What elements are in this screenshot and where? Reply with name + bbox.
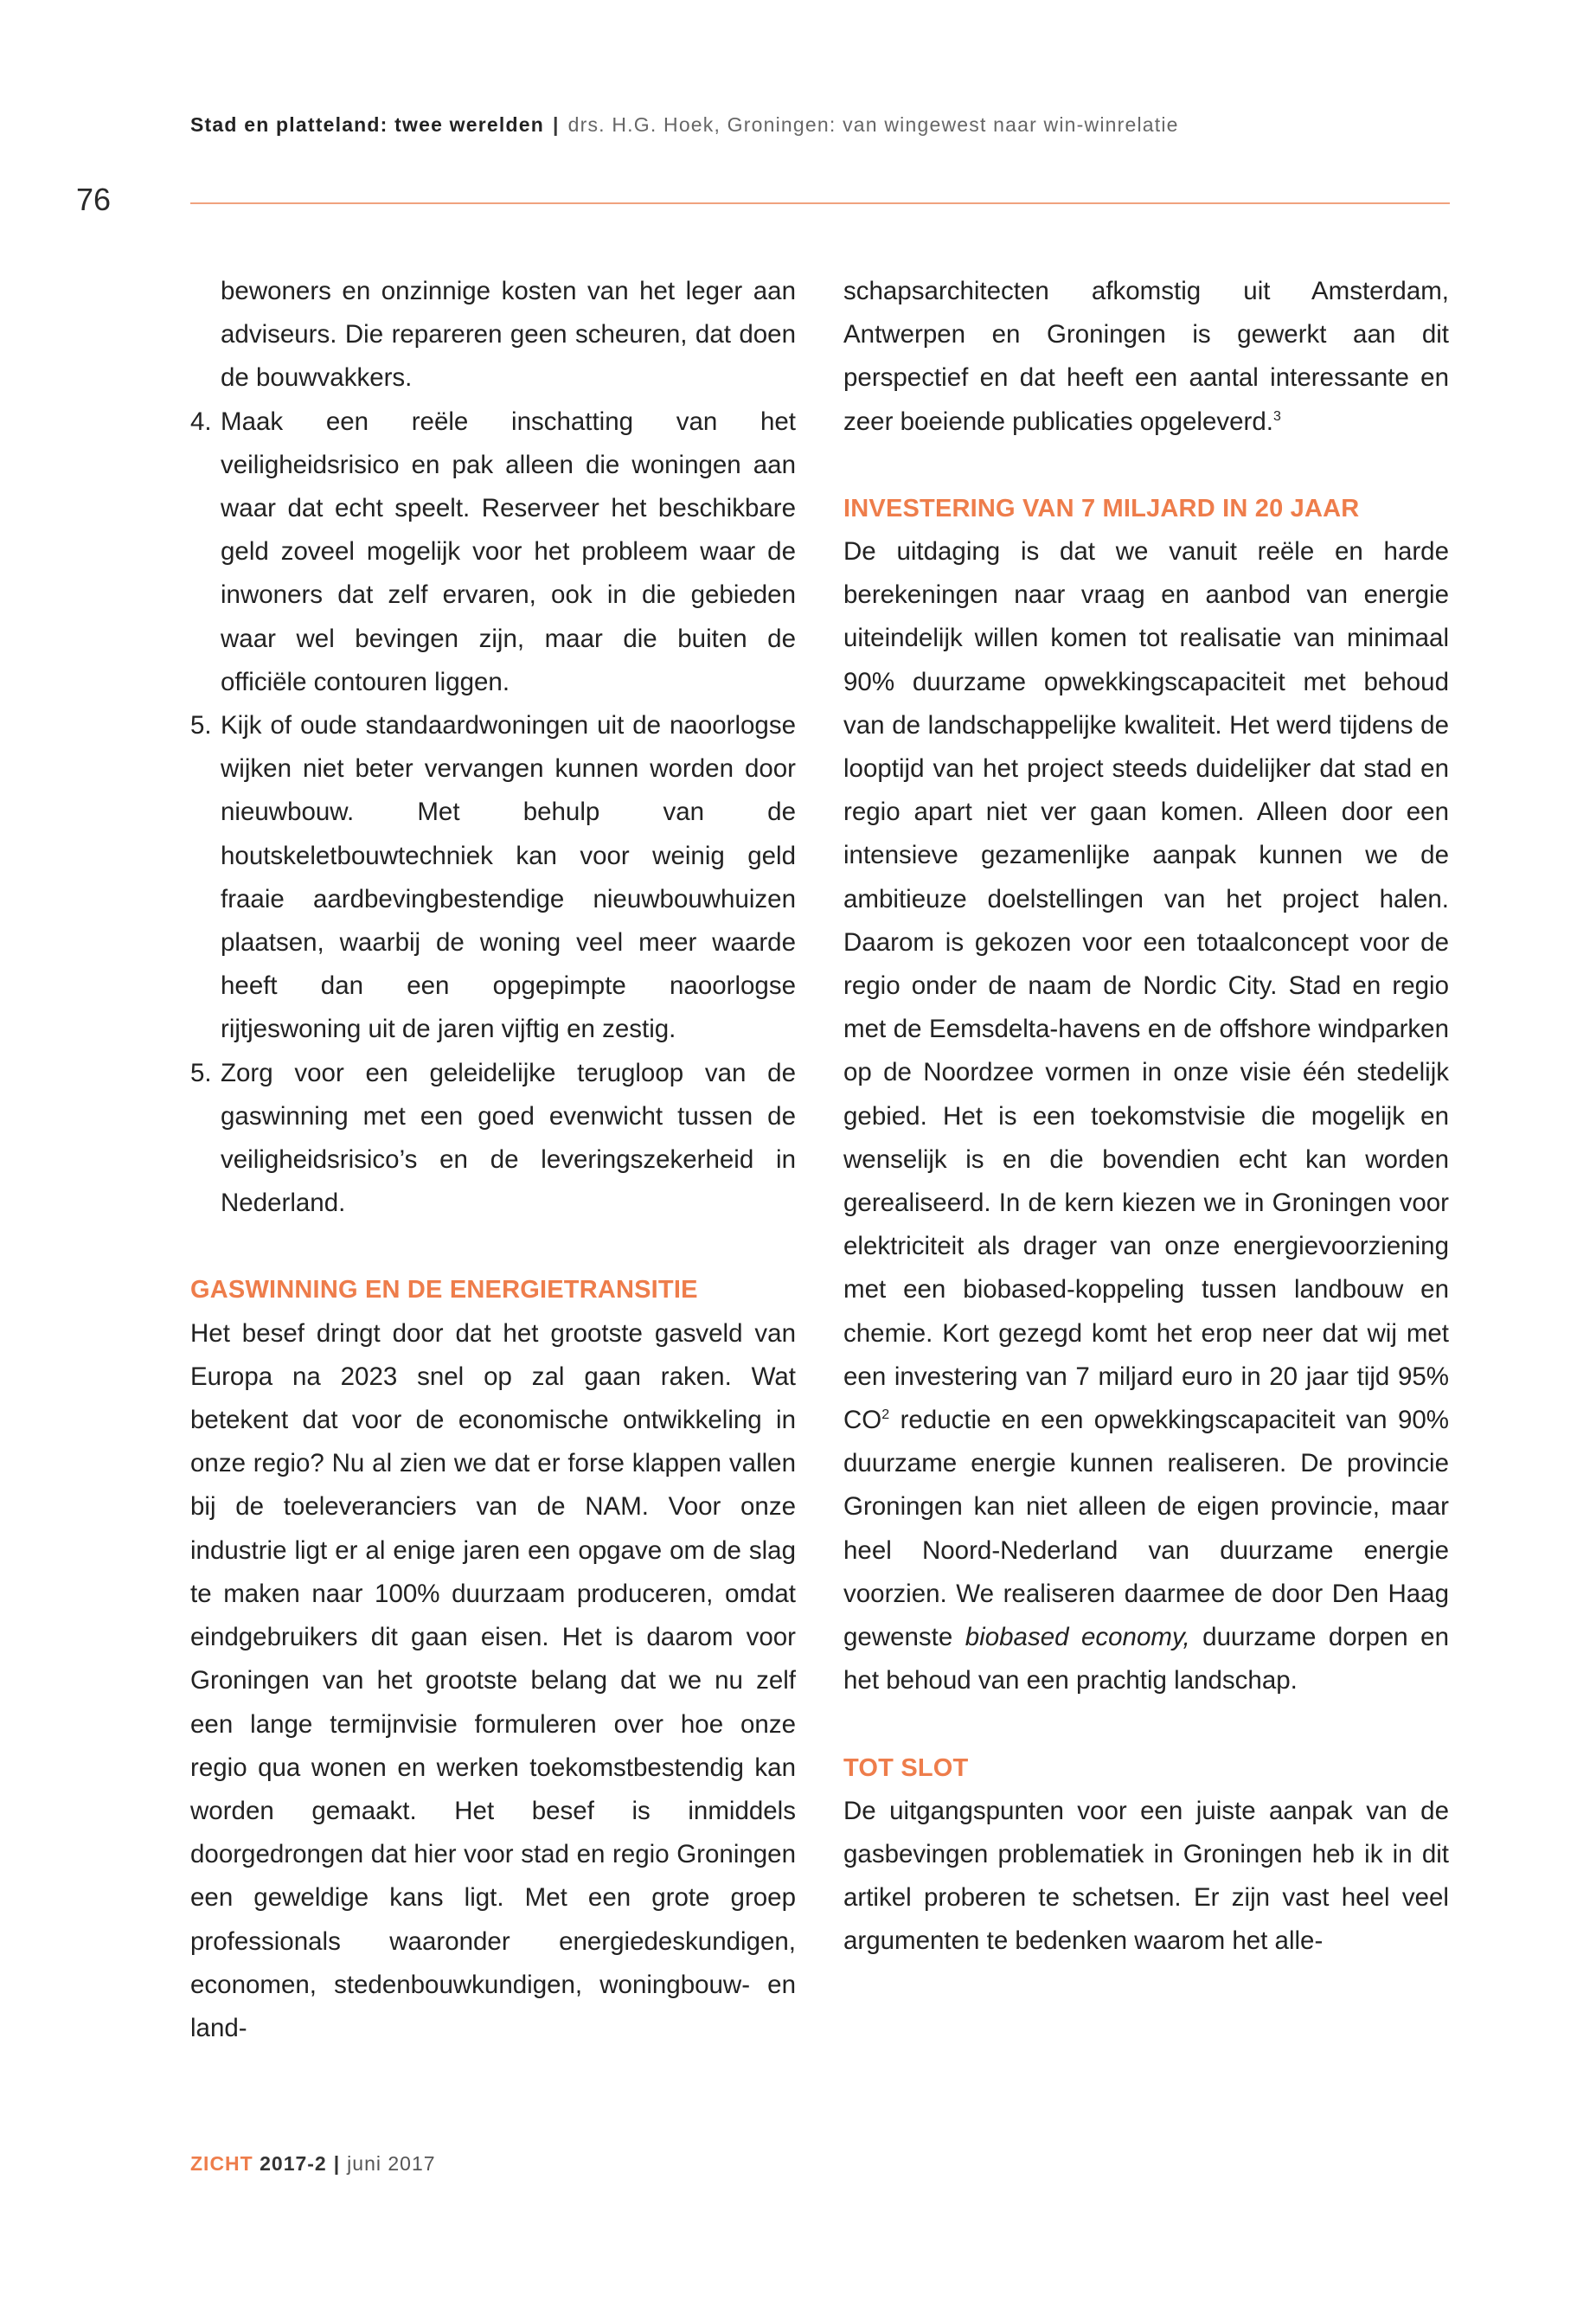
left-column xyxy=(190,270,796,2050)
section-heading-investering: INVESTERING VAN 7 MILJARD IN 20 JAAR xyxy=(843,494,1360,522)
list-number: 5. xyxy=(190,711,212,740)
header-subtitle: drs. H.G. Hoek, Groningen: van wingewest naar win-winrelatie xyxy=(567,113,1179,136)
body-paragraph: De uitdaging is dat we vanuit reële en harde berekeningen naar vraag en aanbod van energie uiteindelijk willen komen tot realisatie van minimaal 90% duurzame opwekkingscapaciteit met behoud van de landschappelijke kwaliteit. Het werd tijdens de looptijd van het project steeds duidelijker dat stad en regio apart niet ver gaan komen. Alleen door een intensieve gezamenlijke aanpak kunnen we de ambitieuze doelstellingen van het project halen. Daarom is gekozen voor een totaalconcept voor de regio onder de naam de Nordic City. Stad en regio met de Eemsdelta-havens en de offshore windparken op de Noordzee vormen in onze visie één stedelijk gebied. Het is een toekomstvisie die mogelijk en wenselijk is en die bovendien echt kan worden gerealiseerd. In de kern kiezen we in Groningen voor elektriciteit als drager van onze energievoorziening met een biobased-koppeling tussen landbouw en chemie. Kort gezegd komt het erop neer dat wij met een investering van 7 miljard euro in 20 jaar tijd 95% $CO^2$ reductie en een opwekkingscapaciteit van 90% duurzame energie kunnen realiseren. De provincie Groningen kan niet alleen de eigen provincie, maar heel Noord-Nederland van duurzame energie voorzien. We realiseren daarmee de door Den Haag gewenste biobased economy, duurzame dorpen en het behoud van een prachtig landschap. xyxy=(843,537,1449,1695)
header-title: Stad en platteland: twee werelden xyxy=(190,113,544,136)
body-paragraph: Het besef dringt door dat het grootste gasveld van Europa na 2023 snel op zal gaan raken. Wat betekent dat voor de economische ontwikkeling in onze regio? Nu al zien we dat er forse klappen vallen bij de toeleveranciers van de NAM. Voor onze industrie ligt er al enige jaren een opgave om de slag te maken naar 100% duurzaam produceren, omdat eindgebruikers dit gaan eisen. Het is daarom voor Groningen van het grootste belang dat we nu zelf een lange termijnvisie formuleren over hoe onze regio qua wonen en werken toekomstbestendig kan worden gemaakt. Het besef is inmiddels doorgedrongen dat hier voor stad en regio Groningen een geweldige kans ligt. Met een grote groep professionals waaronder energiedeskundigen, economen, stedenbouwkundigen, woningbouw- en land- xyxy=(190,1318,796,2042)
footer-date: juni 2017 xyxy=(347,2152,436,2175)
footnote-reference: 3 xyxy=(1272,408,1281,424)
spacer xyxy=(190,1225,796,1268)
running-header xyxy=(190,113,1179,137)
page-number: 76 xyxy=(76,182,112,217)
emphasis-text: biobased economy, xyxy=(965,1623,1190,1652)
right-continuation-text: schapsarchitecten afkomstig uit Amsterdam, Antwerpen en Groningen is gewerkt aan dit perspectief en dat heeft een aantal interessante en zeer boeiende publicaties opgeleverd.$^3$ xyxy=(843,277,1449,436)
list-number: 5. xyxy=(190,1058,212,1087)
footer-issue: 2017-2 xyxy=(260,2152,327,2175)
list-text: Zorg voor een geleidelijke terugloop van de gaswinning met een goed evenwicht tussen de veiligheidsrisico’s en de leveringszekerheid in Nederland. xyxy=(221,1058,796,1218)
list-item xyxy=(190,704,796,1052)
list-number: 4. xyxy=(190,407,212,436)
section-heading-gaswinning: GASWINNING EN DE ENERGIETRANSITIE xyxy=(190,1276,698,1304)
body-paragraph: De uitgangspunten voor een juiste aanpak van de gasbevingen problematiek in Groningen heb ik in dit artikel proberen te schetsen. Er zijn vast heel veel argumenten te bedenken waarom het alle- xyxy=(843,1796,1449,1956)
list-text: Kijk of oude standaardwoningen uit de naoorlogse wijken niet beter vervangen kunnen worden door nieuwbouw. Met behulp van de houtskeletbouwtechniek kan voor weinig geld fraaie aardbevingbestendige nieuwbouwhuizen plaatsen, waarbij de woning veel meer waarde heeft dan een opgepimpte naoorlogse rijtjeswoning uit de jaren vijftig en zestig. xyxy=(221,711,796,1044)
header-separator: | xyxy=(552,113,560,136)
header-divider xyxy=(190,202,1450,204)
co2-subscript: 2 xyxy=(881,1407,890,1423)
page-footer xyxy=(190,2152,436,2176)
left-continuation-text: bewoners en onzinnige kosten van het leger aan adviseurs. Die repareren geen scheuren, dat doen de bouwvakkers. xyxy=(221,277,796,393)
section-heading-tot-slot: TOT SLOT xyxy=(843,1753,969,1782)
right-column xyxy=(843,270,1449,1964)
footer-separator: | xyxy=(333,2152,341,2175)
footer-brand: ZICHT xyxy=(190,2152,253,2175)
spacer xyxy=(843,1703,1449,1747)
list-item xyxy=(190,401,796,704)
spacer xyxy=(843,444,1449,487)
list-text: Maak een reële inschatting van het veiligheidsrisico en pak alleen die woningen aan waar dat echt speelt. Reserveer het beschikbare geld zoveel mogelijk voor het probleem waar de inwoners dat zelf ervaren, ook in die gebieden waar wel bevingen zijn, maar die buiten de officiële contouren liggen. xyxy=(221,407,796,696)
list-item xyxy=(190,1052,796,1226)
